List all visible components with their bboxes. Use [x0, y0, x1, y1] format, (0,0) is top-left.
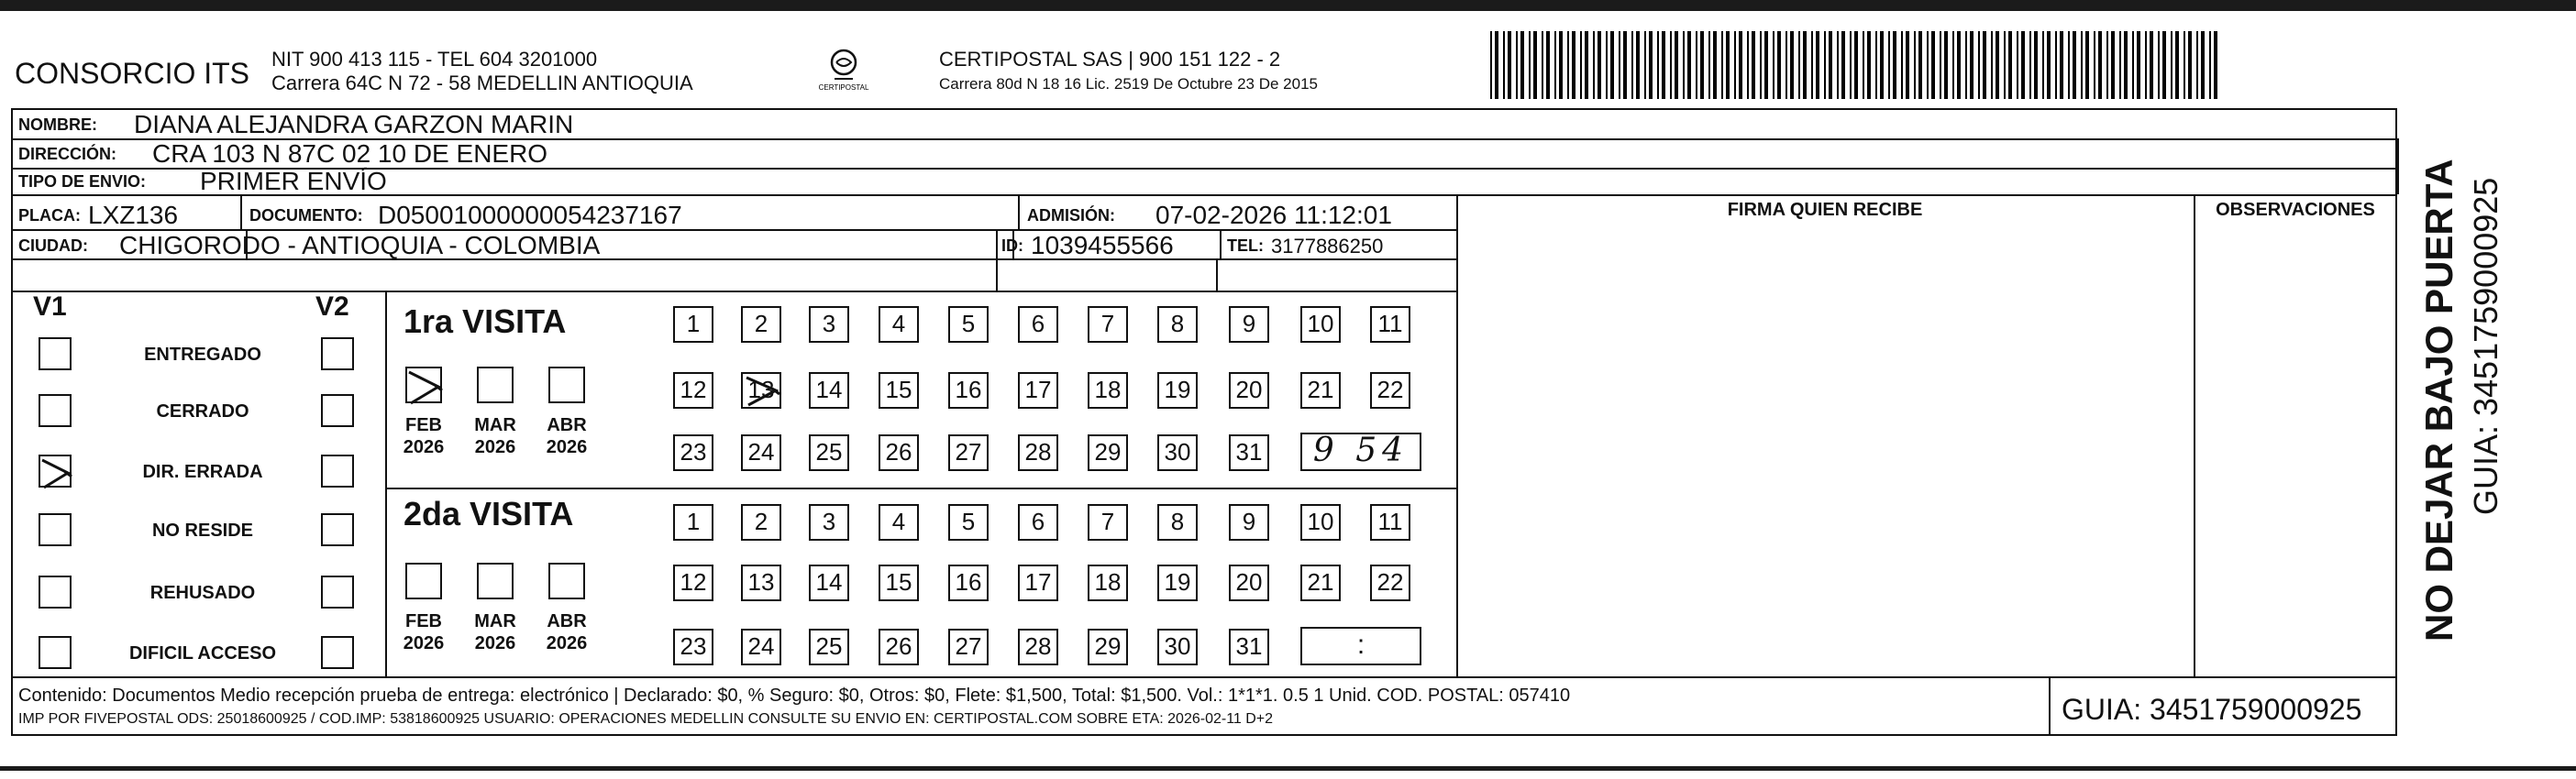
first-visit-day-15[interactable]: 15: [879, 372, 919, 409]
first-visit-day-13[interactable]: 13: [741, 372, 781, 409]
second-visit-day-7[interactable]: 7: [1088, 504, 1128, 541]
print-info: IMP POR FIVEPOSTAL ODS: 25018600925 / COD.IMP: 53818600925 USUARIO: OPERACIONES MEDELLIN CONSULTE SU ENVIO EN: CERTIPOSTAL.COM SOBRE ETA: 2026-02-11 D+2: [18, 711, 1274, 727]
first-visit-day-12[interactable]: 12: [673, 372, 713, 409]
second-visit-day-25[interactable]: 25: [809, 629, 849, 665]
month-checkbox-abr[interactable]: [548, 367, 585, 403]
second-visit-day-23[interactable]: 23: [673, 629, 713, 665]
tel-value: 3177886250: [1271, 235, 1384, 258]
first-visit-time-field[interactable]: 9 54: [1300, 433, 1421, 471]
id-label: ID:: [1001, 236, 1023, 255]
status-label: DIR. ERRADA: [142, 462, 263, 482]
direccion-label: DIRECCIÓN:: [18, 145, 116, 163]
placa-label: PLACA:: [18, 206, 81, 225]
first-visit-day-24[interactable]: 24: [741, 434, 781, 471]
first-visit-day-8[interactable]: 8: [1157, 306, 1198, 343]
first-visit-day-19[interactable]: 19: [1157, 372, 1198, 409]
certipostal-logo: [816, 46, 871, 97]
first-visit-day-28[interactable]: 28: [1018, 434, 1058, 471]
id-value: 1039455566: [1031, 231, 1174, 259]
second-visit-day-13[interactable]: 13: [741, 565, 781, 601]
v2-checkbox[interactable]: [321, 337, 354, 370]
company-nit: NIT 900 413 115 - TEL 604 3201000: [271, 48, 598, 71]
first-visit-day-5[interactable]: 5: [948, 306, 989, 343]
certipostal-license: Carrera 80d N 18 16 Lic. 2519 De Octubre 23 De 2015: [939, 75, 1318, 93]
ciudad-label: CIUDAD:: [18, 236, 88, 255]
documento-label: DOCUMENTO:: [249, 206, 363, 225]
first-visit-day-6[interactable]: 6: [1018, 306, 1058, 343]
admision-value: 07-02-2026 11:12:01: [1155, 201, 1392, 229]
first-visit-day-17[interactable]: 17: [1018, 372, 1058, 409]
logo-text: CERTIPOSTAL: [818, 83, 869, 92]
month-checkbox-feb[interactable]: [405, 563, 442, 599]
first-visit-day-30[interactable]: 30: [1157, 434, 1198, 471]
top-border: [0, 0, 2576, 11]
second-visit-day-27[interactable]: 27: [948, 629, 989, 665]
content-summary: Contenido: Documentos Medio recepción prueba de entrega: electrónico | Declarado: $0, % Seguro: $0, Otros: $0, Flete: $1,500, Total: $1,500. Vol.: 1*1*1. 0.5 1 Unid. COD. POSTAL: 057410: [18, 686, 1571, 706]
guia-number: GUIA: 3451759000925: [2062, 693, 2362, 726]
second-visit-day-17[interactable]: 17: [1018, 565, 1058, 601]
first-visit-day-9[interactable]: 9: [1229, 306, 1269, 343]
second-visit-day-2[interactable]: 2: [741, 504, 781, 541]
month-checkbox-mar[interactable]: [477, 367, 514, 403]
second-visit-day-9[interactable]: 9: [1229, 504, 1269, 541]
first-visit-day-18[interactable]: 18: [1088, 372, 1128, 409]
first-visit-day-4[interactable]: 4: [879, 306, 919, 343]
month-label: FEB 2026: [403, 415, 445, 457]
month-checkbox-mar[interactable]: [477, 563, 514, 599]
first-visit-day-31[interactable]: 31: [1229, 434, 1269, 471]
second-visit-day-21[interactable]: 21: [1300, 565, 1341, 601]
month-label: FEB 2026: [403, 611, 445, 653]
v2-checkbox[interactable]: [321, 636, 354, 669]
v1-checkbox[interactable]: [39, 337, 72, 370]
second-visit-day-1[interactable]: 1: [673, 504, 713, 541]
second-visit-day-19[interactable]: 19: [1157, 565, 1198, 601]
status-label: ENTREGADO: [144, 345, 261, 365]
first-visit-day-10[interactable]: 10: [1300, 306, 1341, 343]
v1-checkbox[interactable]: [39, 576, 72, 609]
month-checkbox-feb[interactable]: [405, 367, 442, 403]
second-visit-day-26[interactable]: 26: [879, 629, 919, 665]
first-visit-day-20[interactable]: 20: [1229, 372, 1269, 409]
month-label: ABR 2026: [546, 415, 588, 457]
company-address: Carrera 64C N 72 - 58 MEDELLIN ANTIOQUIA: [271, 71, 693, 94]
signature-area[interactable]: [1458, 220, 2192, 675]
second-visit-day-22[interactable]: 22: [1370, 565, 1410, 601]
admision-label: ADMISIÓN:: [1027, 206, 1115, 225]
observaciones-header: OBSERVACIONES: [2216, 200, 2375, 220]
second-visit-day-20[interactable]: 20: [1229, 565, 1269, 601]
bottom-border: [0, 766, 2576, 771]
first-visit-day-3[interactable]: 3: [809, 306, 849, 343]
first-visit-day-22[interactable]: 22: [1370, 372, 1410, 409]
v1-header: V1: [33, 291, 67, 322]
placa-value: LXZ136: [88, 201, 179, 229]
second-visit-day-10[interactable]: 10: [1300, 504, 1341, 541]
v1-checkbox[interactable]: [39, 636, 72, 669]
second-visit-day-29[interactable]: 29: [1088, 629, 1128, 665]
v1-checkbox[interactable]: [39, 455, 72, 488]
no-dejar-bajo-puerta: NO DEJAR BAJO PUERTA: [2417, 159, 2460, 642]
first-visit-day-26[interactable]: 26: [879, 434, 919, 471]
first-visit-day-25[interactable]: 25: [809, 434, 849, 471]
first-visit-day-16[interactable]: 16: [948, 372, 989, 409]
status-label: CERRADO: [156, 401, 249, 422]
second-visit-time-field[interactable]: :: [1300, 627, 1421, 665]
tipo-envio-label: TIPO DE ENVIO:: [18, 172, 147, 191]
v1-checkbox[interactable]: [39, 513, 72, 546]
month-label: MAR 2026: [474, 415, 516, 457]
nombre-value: DIANA ALEJANDRA GARZON MARIN: [134, 110, 574, 138]
status-label: REHUSADO: [149, 583, 256, 603]
documento-value: D05001000000054237167: [378, 201, 682, 229]
second-visit-day-15[interactable]: 15: [879, 565, 919, 601]
second-visit-day-14[interactable]: 14: [809, 565, 849, 601]
ciudad-value: CHIGORODO - ANTIOQUIA - COLOMBIA: [119, 231, 601, 259]
side-guia-number: GUIA: 3451759000925: [2467, 177, 2504, 515]
v2-checkbox[interactable]: [321, 576, 354, 609]
second-visit-day-5[interactable]: 5: [948, 504, 989, 541]
v1-checkbox[interactable]: [39, 394, 72, 427]
firma-header: FIRMA QUIEN RECIBE: [1727, 200, 1923, 220]
second-visit-day-28[interactable]: 28: [1018, 629, 1058, 665]
second-visit-day-6[interactable]: 6: [1018, 504, 1058, 541]
tel-label: TEL:: [1227, 236, 1264, 255]
first-visit-title: 1ra VISITA: [404, 302, 567, 340]
v2-header: V2: [315, 291, 349, 322]
second-visit-day-11[interactable]: 11: [1370, 504, 1410, 541]
second-visit-title: 2da VISITA: [404, 495, 574, 532]
nombre-label: NOMBRE:: [18, 115, 97, 134]
second-visit-day-18[interactable]: 18: [1088, 565, 1128, 601]
v2-checkbox[interactable]: [321, 455, 354, 488]
second-visit-day-12[interactable]: 12: [673, 565, 713, 601]
month-label: ABR 2026: [546, 611, 588, 653]
first-visit-day-23[interactable]: 23: [673, 434, 713, 471]
status-label: NO RESIDE: [151, 521, 254, 541]
direccion-value: CRA 103 N 87C 02 10 DE ENERO: [152, 139, 548, 168]
first-visit-day-27[interactable]: 27: [948, 434, 989, 471]
first-visit-day-11[interactable]: 11: [1370, 306, 1410, 343]
v2-checkbox[interactable]: [321, 394, 354, 427]
observations-area[interactable]: [2195, 220, 2395, 675]
second-visit-day-16[interactable]: 16: [948, 565, 989, 601]
second-visit-day-3[interactable]: 3: [809, 504, 849, 541]
month-checkbox-abr[interactable]: [548, 563, 585, 599]
first-visit-day-2[interactable]: 2: [741, 306, 781, 343]
first-visit-day-7[interactable]: 7: [1088, 306, 1128, 343]
first-visit-day-29[interactable]: 29: [1088, 434, 1128, 471]
barcode: [1490, 31, 2224, 99]
first-visit-day-14[interactable]: 14: [809, 372, 849, 409]
second-visit-day-31[interactable]: 31: [1229, 629, 1269, 665]
second-visit-day-4[interactable]: 4: [879, 504, 919, 541]
tipo-envio-value: PRIMER ENVÍO: [200, 167, 387, 195]
v2-checkbox[interactable]: [321, 513, 354, 546]
company-name: CONSORCIO ITS: [15, 57, 250, 90]
second-visit-day-30[interactable]: 30: [1157, 629, 1198, 665]
first-visit-day-1[interactable]: 1: [673, 306, 713, 343]
second-visit-day-8[interactable]: 8: [1157, 504, 1198, 541]
first-visit-day-21[interactable]: 21: [1300, 372, 1341, 409]
second-visit-day-24[interactable]: 24: [741, 629, 781, 665]
month-label: MAR 2026: [474, 611, 516, 653]
status-label: DIFICIL ACCESO: [128, 643, 276, 664]
certipostal-nit: CERTIPOSTAL SAS | 900 151 122 - 2: [939, 48, 1281, 71]
